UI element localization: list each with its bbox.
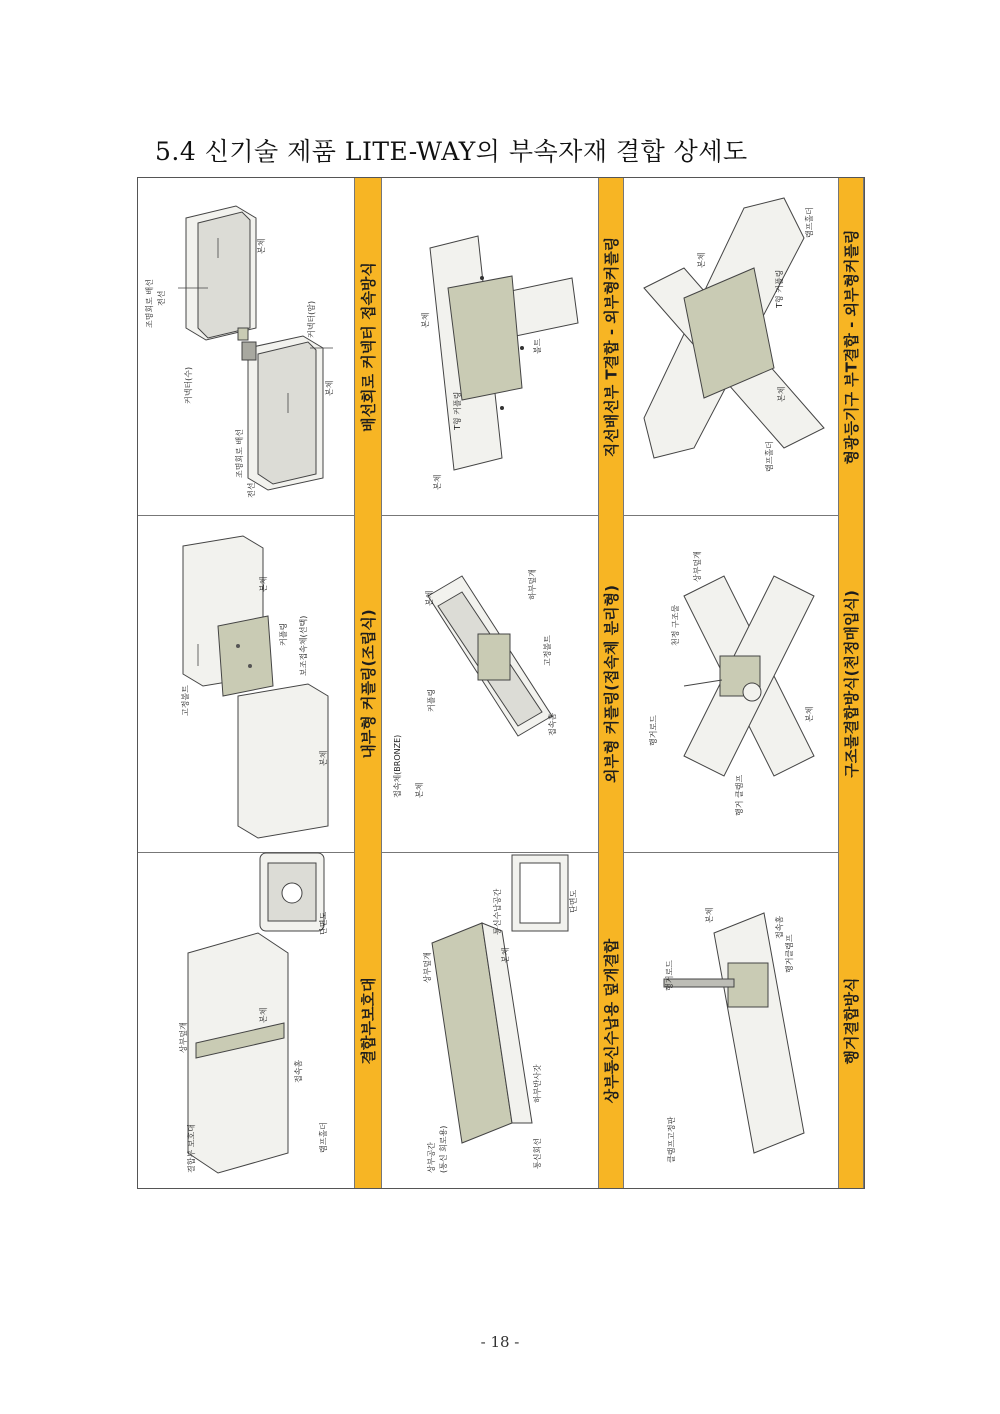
external-coupling-illustration [382,516,598,853]
label-fixing-bolt-1: 고정볼트 [181,685,190,716]
hanger-illustration [624,853,838,1191]
label-wire-1: 전선 [157,290,166,306]
label-comm-storage: 통신수납공간 [493,888,502,935]
label-body-12: 본체 [777,386,786,402]
label-coupling-2: 커플링 [427,688,436,712]
internal-coupling-illustration [138,516,354,853]
caption-external-coupling: 외부형 커플링(접속체 분리형) [602,584,621,783]
label-bolt-1: 볼트 [533,338,542,354]
label-aux-connector: 보조접속체(선택) [299,615,308,676]
label-body-11: 본체 [697,252,706,268]
label-body-5: 본체 [259,1007,268,1023]
figure-column-2 [382,178,598,1188]
label-lamp-holder-3: 램프홀더 [765,441,774,472]
label-body-7: 본체 [433,474,442,490]
figure-cell-hanger [624,852,838,1190]
figure-cell-joint-protector [138,852,354,1190]
label-top-cover-1: 상부덮개 [179,1022,188,1053]
label-bottom-reflector: 하부반사갓 [533,1064,542,1103]
label-body-9: 본체 [415,782,424,798]
label-cross-section-1: 단면도 [319,911,328,935]
label-body-4: 본체 [319,750,328,766]
figure-cell-fluorescent-t [624,178,838,515]
caption-hanger: 행거결합방식 [842,977,861,1065]
ceiling-mount-illustration [624,516,838,853]
caption-internal-coupling: 내부형 커플링(조립식) [359,608,378,759]
label-connector-male: 커넥터(수) [184,366,193,404]
figure-cell-external-coupling [382,515,598,852]
t-coupling-illustration [382,178,598,515]
label-body-13: 본체 [805,706,814,722]
label-connection-groove-3: 접속홈 [775,915,784,939]
label-t-coupling-2: T형 커플링 [775,269,784,308]
label-lamp-holder-1: 램프홀더 [319,1122,328,1153]
label-body-10: 본체 [501,947,510,963]
label-bottom-cover-1: 하부덮개 [528,569,537,600]
label-fixing-bolt-2: 고정볼트 [543,635,552,666]
figure-column-1 [138,178,354,1188]
label-hanger-rod-1: 행거로드 [649,715,658,746]
comm-cover-illustration [382,853,598,1191]
label-body-6: 본체 [421,312,430,328]
label-ceiling-structure: 천정 구조물 [671,604,680,646]
label-top-cover-3: 상부덮개 [693,551,702,582]
label-bronze-connector: 접속체(BRONZE) [393,734,402,798]
label-connection-groove-2: 접속홈 [548,712,557,736]
detail-figure [137,177,865,1189]
label-coupling-1: 커플링 [279,622,288,646]
caption-band-3 [838,178,864,1188]
label-body-3: 본체 [259,576,268,592]
label-joint-protector-1: 결합부 보호대 [187,1124,196,1173]
label-connection-groove-1: 접속홈 [294,1059,303,1083]
label-top-cover-2: 상부덮개 [423,952,432,983]
caption-comm-cover: 상부통신수납용 덮개결합 [602,938,621,1104]
label-comm-circuit: (통신 회로용) [439,1125,448,1173]
label-lighting-wiring-2: 조명회로 배선 [235,429,244,478]
label-clamp-plate: 클램프고정판 [667,1116,676,1163]
page-title: 5.4 신기술 제품 LITE-WAY의 부속자재 결합 상세도 [155,137,748,166]
figure-cell-comm-cover [382,852,598,1190]
label-body-1: 본체 [257,238,266,254]
label-t-coupling-1: T형 커플링 [453,391,462,430]
figure-cell-t-coupling [382,178,598,515]
caption-fluorescent-t: 형광등기구 부T결합 - 외부형커플링 [842,229,861,464]
label-body-2: 본체 [325,380,334,396]
caption-band-1 [354,178,382,1188]
page-number: - 18 - [480,1333,520,1351]
figure-column-3 [624,178,838,1188]
caption-t-coupling: 직선배선부 T결합 - 외부형커플링 [602,236,621,457]
label-lighting-wiring-1: 조명회로 배선 [145,279,154,328]
label-body-14: 본체 [705,907,714,923]
caption-joint-protector: 결합부보호대 [359,977,378,1065]
figure-cell-ceiling-mount [624,515,838,852]
label-hanger-clamp-2: 행거클램프 [785,934,794,973]
label-wire-2: 전선 [247,482,256,498]
connector-illustration [138,178,354,515]
caption-band-2 [598,178,624,1188]
label-connector-female: 커넥터(암) [307,300,316,338]
figure-cell-internal-coupling [138,515,354,852]
label-hanger-clamp-1: 행거 클램프 [735,774,744,816]
caption-ceiling-mount: 구조물결합방식(천정매입식) [842,589,861,778]
label-top-space: 상부공간 [427,1142,436,1173]
label-hanger-rod-2: 행거로드 [665,960,674,991]
figure-cell-connector [138,178,354,515]
caption-connector: 배선회로 커넥터 접속방식 [359,261,378,432]
label-lamp-holder-2: 램프홀더 [805,207,814,238]
label-body-8: 본체 [425,590,434,606]
label-cross-section-2: 단면도 [569,889,578,913]
label-comm-line: 통신회선 [533,1138,542,1169]
